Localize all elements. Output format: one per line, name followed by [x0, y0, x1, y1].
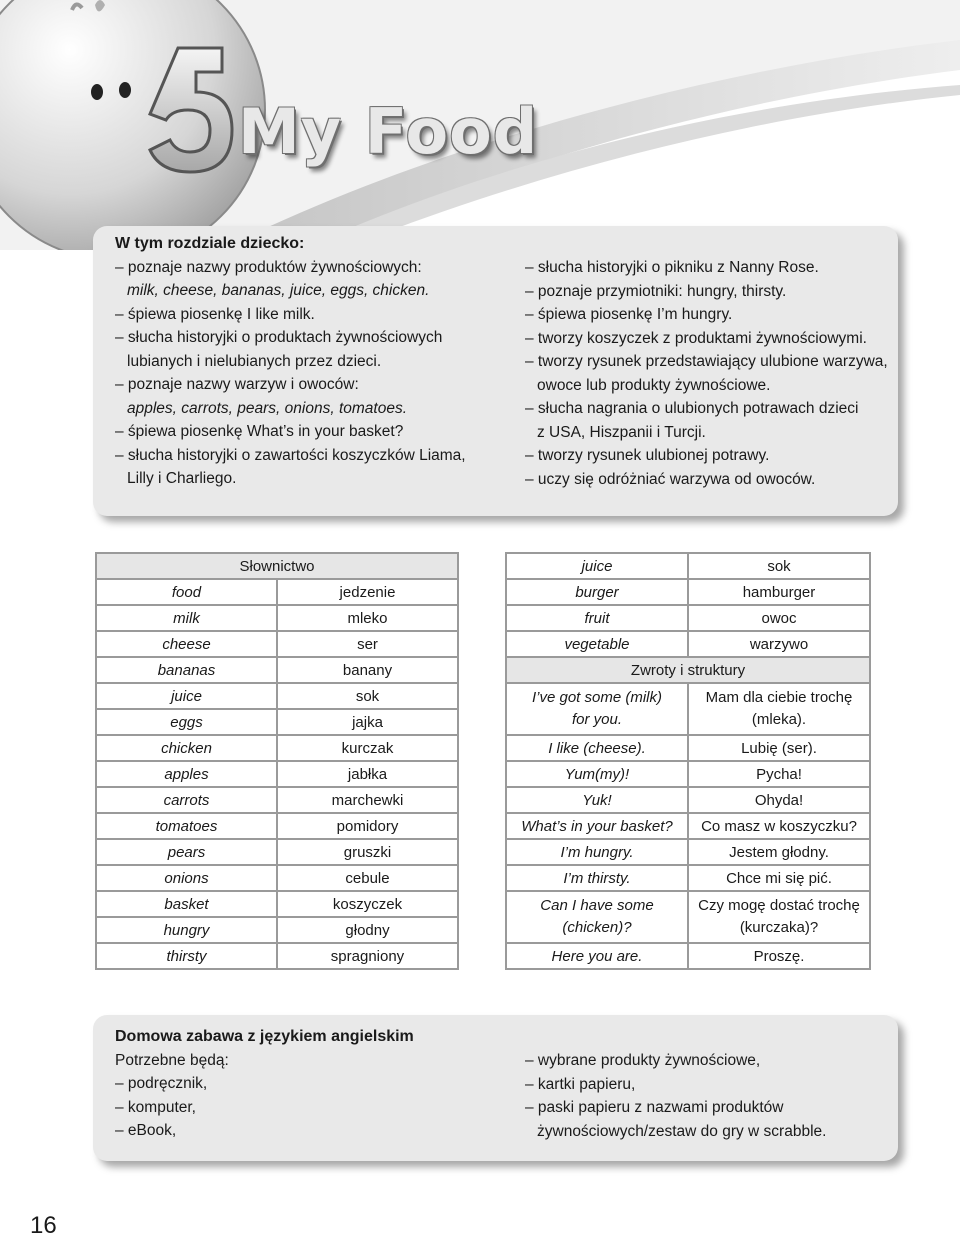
english-word: pears: [96, 839, 277, 865]
english-word: tomatoes: [96, 813, 277, 839]
phrase-line: Proszę.: [753, 947, 805, 965]
polish-word: owoc: [688, 605, 870, 631]
home-item: – kartki papieru,: [525, 1075, 636, 1093]
polish-word: jabłka: [277, 761, 458, 787]
english-word: milk: [96, 605, 277, 631]
goal-line: – śpiewa piosenkę I like milk.: [115, 305, 315, 323]
phrase-line: Pycha!: [756, 765, 802, 783]
table-row: [506, 891, 870, 943]
phrase-line: Lubię (ser).: [741, 739, 817, 757]
goal-line: apples, carrots, pears, onions, tomatoes.: [127, 399, 408, 417]
english-word: eggs: [96, 709, 277, 735]
polish-phrase: [688, 683, 870, 735]
polish-phrase: [688, 943, 870, 969]
phrase-line: Co masz w koszyczku?: [701, 817, 857, 835]
home-title: Domowa zabawa z językiem angielskim: [115, 1028, 414, 1045]
phrase-line: I like (cheese).: [548, 739, 646, 757]
english-phrase: [506, 813, 688, 839]
goals-left-column: [115, 232, 466, 491]
polish-phrase: [688, 839, 870, 865]
table-row: [506, 865, 870, 891]
polish-word: sok: [688, 553, 870, 579]
english-phrase: [506, 787, 688, 813]
english-word: carrots: [96, 787, 277, 813]
goal-line: – tworzy koszyczek z produktami żywnościowymi.: [525, 329, 867, 347]
phrase-line: Ohyda!: [754, 791, 804, 809]
polish-word: głodny: [277, 917, 458, 943]
polish-word: sok: [277, 683, 458, 709]
polish-word: marchewki: [277, 787, 458, 813]
goal-line: – słucha historyjki o produktach żywnościowych: [115, 329, 443, 346]
table-row: [96, 761, 458, 787]
polish-word: kurczak: [277, 735, 458, 761]
table-header-row: [96, 553, 458, 579]
english-word: cheese: [96, 631, 277, 657]
phrase-line: (mleka).: [751, 711, 807, 728]
goal-line: z USA, Hiszpanii i Turcji.: [537, 423, 706, 441]
goal-line: Lilly i Charliego.: [127, 470, 237, 487]
english-phrase: [506, 683, 688, 735]
table-row: [96, 865, 458, 891]
polish-word: mleko: [277, 605, 458, 631]
phrase-line: for you.: [571, 711, 623, 728]
vocabulary-table: [95, 552, 459, 970]
english-word: vegetable: [506, 631, 688, 657]
phrase-line: (chicken)?: [562, 919, 632, 936]
phrase-line: Jestem głodny.: [729, 843, 829, 861]
goal-line: – słucha nagrania o ulubionych potrawach dzieci: [525, 400, 859, 417]
table-row: [96, 839, 458, 865]
home-subtitle: Potrzebne będą:: [115, 1051, 229, 1069]
chapter-title: My Food: [238, 95, 539, 168]
table-row: [506, 813, 870, 839]
polish-phrase: [688, 735, 870, 761]
polish-phrase: [688, 787, 870, 813]
table-row: [96, 813, 458, 839]
phrase-line: I’m hungry.: [560, 843, 634, 861]
goal-line: – uczy się odróżniać warzywa od owoców.: [525, 470, 816, 488]
chapter-goals-box: [93, 226, 898, 516]
table-row: [96, 631, 458, 657]
phrase-line: I’m thirsty.: [563, 869, 631, 887]
table-row: [96, 683, 458, 709]
goal-line: – poznaje przymiotniki: hungry, thirsty.: [525, 282, 787, 300]
home-item: – podręcznik,: [115, 1075, 208, 1092]
english-phrase: [506, 735, 688, 761]
goal-line: – śpiewa piosenkę I’m hungry.: [525, 306, 733, 323]
english-word: fruit: [506, 605, 688, 631]
english-word: thirsty: [96, 943, 277, 969]
goal-line: milk, cheese, bananas, juice, eggs, chicken.: [127, 282, 430, 299]
goal-line: owoce lub produkty żywnościowe.: [537, 376, 771, 394]
phrase-line: Here you are.: [551, 947, 643, 965]
polish-phrase: [688, 891, 870, 943]
phrase-line: What’s in your basket?: [521, 817, 673, 835]
phrase-line: Czy mogę dostać trochę: [698, 897, 860, 914]
table-row: [96, 943, 458, 969]
table-row: [96, 605, 458, 631]
phrase-line: I’ve got some (milk): [531, 689, 663, 706]
page-number: 16: [30, 1212, 57, 1239]
english-phrase: [506, 891, 688, 943]
goal-line: – poznaje nazwy warzyw i owoców:: [115, 376, 359, 393]
table-row: [506, 553, 870, 579]
goal-line: lubianych i nielubianych przez dzieci.: [127, 352, 382, 370]
table-row: [96, 891, 458, 917]
phrase-line: Can I have some: [540, 897, 654, 914]
english-word: burger: [506, 579, 688, 605]
english-word: chicken: [96, 735, 277, 761]
goal-line: – słucha historyjki o pikniku z Nanny Rose.: [525, 259, 819, 276]
home-item: – eBook,: [115, 1122, 177, 1139]
english-word: apples: [96, 761, 277, 787]
home-item: – komputer,: [115, 1098, 196, 1116]
polish-word: warzywo: [688, 631, 870, 657]
home-item: – wybrane produkty żywnościowe,: [525, 1052, 761, 1069]
goal-line: – poznaje nazwy produktów żywnościowych:: [115, 258, 422, 276]
table-row: [506, 839, 870, 865]
polish-phrase: [688, 761, 870, 787]
polish-word: jajka: [277, 709, 458, 735]
polish-word: gruszki: [277, 839, 458, 865]
english-phrase: [506, 839, 688, 865]
vocabulary-header: Słownictwo: [96, 553, 458, 579]
polish-word: koszyczek: [277, 891, 458, 917]
table-row: [96, 917, 458, 943]
polish-word: pomidory: [277, 813, 458, 839]
phrase-line: Mam dla ciebie trochę: [705, 689, 853, 706]
polish-word: cebule: [277, 865, 458, 891]
phrase-line: (kurczaka)?: [739, 919, 819, 936]
goals-right-column: [525, 256, 888, 491]
table-row: [506, 735, 870, 761]
polish-word: jedzenie: [277, 579, 458, 605]
home-activity-box: [93, 1015, 898, 1161]
home-right-column: [525, 1049, 826, 1143]
home-item: – paski papieru z nazwami produktów: [525, 1099, 784, 1116]
table-row: [506, 631, 870, 657]
table-row: [506, 761, 870, 787]
goal-line: – tworzy rysunek ulubionej potrawy.: [525, 447, 770, 464]
phrase-line: Yum(my)!: [564, 765, 630, 783]
goal-line: – śpiewa piosenkę What’s in your basket?: [115, 423, 404, 440]
table-header-row: [506, 657, 870, 683]
english-word: bananas: [96, 657, 277, 683]
table-row: [96, 579, 458, 605]
english-phrase: [506, 865, 688, 891]
english-word: basket: [96, 891, 277, 917]
table-row: [506, 683, 870, 735]
structures-header: Zwroty i struktury: [506, 657, 870, 683]
english-word: juice: [96, 683, 277, 709]
table-row: [506, 579, 870, 605]
english-phrase: [506, 761, 688, 787]
table-row: [96, 709, 458, 735]
table-row: [506, 787, 870, 813]
table-row: [96, 787, 458, 813]
polish-word: hamburger: [688, 579, 870, 605]
goal-line: – tworzy rysunek przedstawiający ulubione warzywa,: [525, 353, 888, 370]
polish-word: ser: [277, 631, 458, 657]
phrase-line: Chce mi się pić.: [726, 869, 832, 887]
structures-table: [505, 552, 871, 970]
polish-phrase: [688, 865, 870, 891]
table-row: [506, 943, 870, 969]
table-row: [96, 657, 458, 683]
goal-line: – słucha historyjki o zawartości koszyczków Liama,: [115, 446, 466, 464]
table-row: [506, 605, 870, 631]
english-word: hungry: [96, 917, 277, 943]
table-row: [96, 735, 458, 761]
phrase-line: Yuk!: [582, 791, 612, 809]
goals-title: W tym rozdziale dziecko:: [115, 235, 305, 252]
polish-word: banany: [277, 657, 458, 683]
home-left-column: [115, 1025, 414, 1143]
home-item: żywnościowych/zestaw do gry w scrabble.: [537, 1122, 827, 1140]
english-word: juice: [506, 553, 688, 579]
polish-word: spragniony: [277, 943, 458, 969]
english-word: onions: [96, 865, 277, 891]
english-word: food: [96, 579, 277, 605]
polish-phrase: [688, 813, 870, 839]
english-phrase: [506, 943, 688, 969]
